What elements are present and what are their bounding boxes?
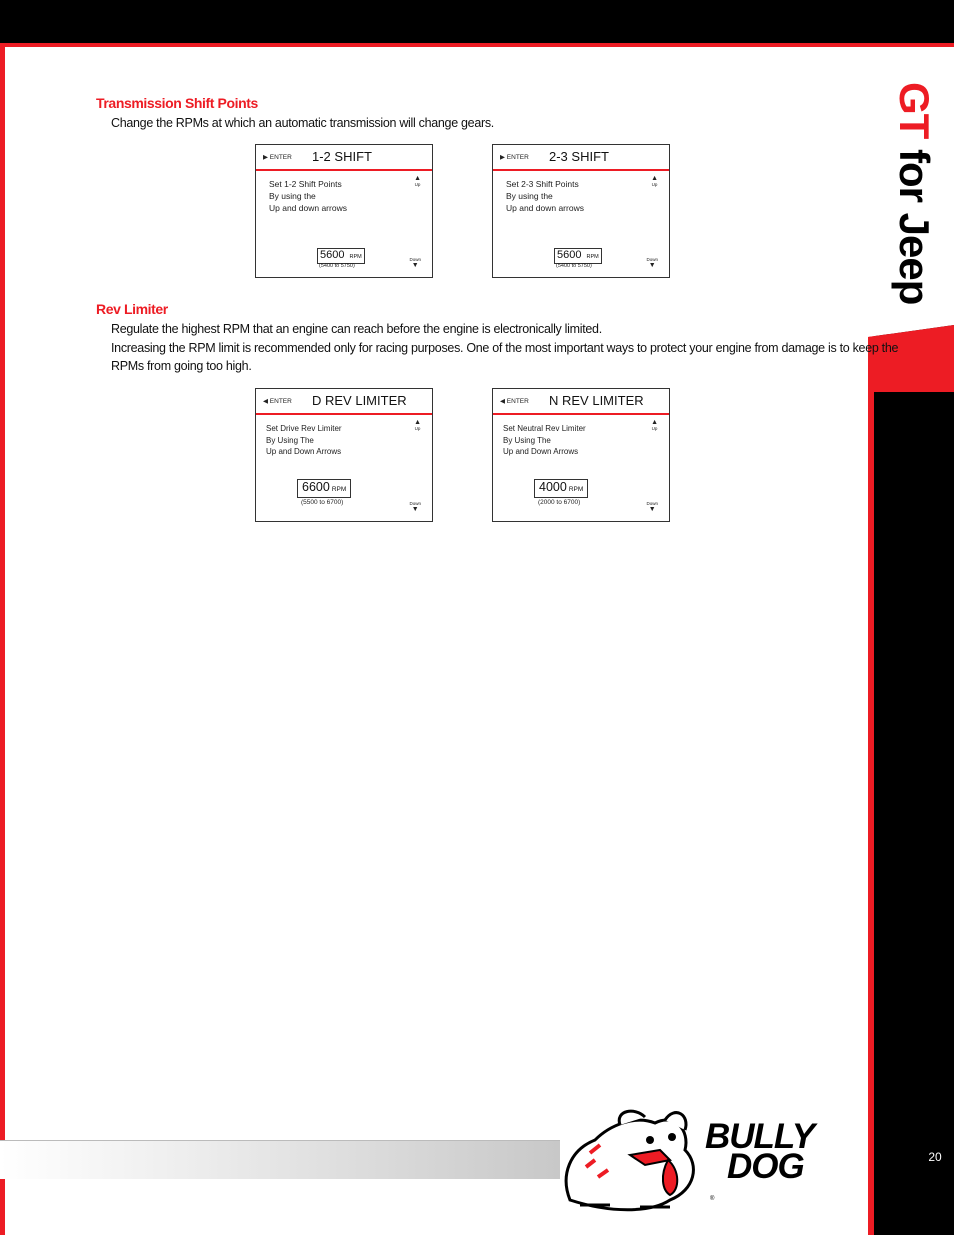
instruction-line: Up and down arrows xyxy=(506,203,584,213)
instruction-line: By using the xyxy=(506,191,553,201)
page-number: 20 xyxy=(928,1150,942,1164)
up-arrow-icon: ▲ Up xyxy=(651,419,658,431)
screen-instructions xyxy=(506,178,584,214)
instruction-line: Up and Down Arrows xyxy=(266,447,342,456)
screen-instructions xyxy=(269,178,347,214)
up-label: Up xyxy=(414,426,421,431)
rpm-unit: RPM xyxy=(568,486,584,493)
down-label: Down xyxy=(409,501,421,506)
rpm-range: (5500 to 6700) xyxy=(301,499,344,506)
instruction-line: By using the xyxy=(269,191,316,201)
instruction-line: Set 2-3 Shift Points xyxy=(506,179,579,189)
display-screen-2-3-shift xyxy=(492,144,670,278)
up-label: Up xyxy=(414,182,421,187)
screen-header xyxy=(493,389,669,415)
enter-indicator: ▶ ENTER xyxy=(500,154,529,161)
content-area xyxy=(5,47,868,1235)
up-label: Up xyxy=(651,182,658,187)
rpm-range: (5400 to 5750) xyxy=(319,263,355,269)
screen-instructions xyxy=(266,423,342,458)
display-screen-n-rev-limiter xyxy=(492,388,670,522)
logo-line-1: BULLY xyxy=(705,1117,815,1156)
title-rest: for Jeep xyxy=(891,138,938,305)
display-screen-d-rev-limiter xyxy=(255,388,433,522)
instruction-line: By Using The xyxy=(266,435,314,445)
display-screen-1-2-shift xyxy=(255,144,433,278)
rpm-value-box xyxy=(534,479,588,498)
registered-mark: ® xyxy=(710,1196,715,1202)
rpm-unit: RPM xyxy=(349,254,362,260)
section-heading-transmission: Transmission Shift Points xyxy=(96,95,258,111)
screen-title: 1-2 SHIFT xyxy=(312,149,372,164)
up-arrow-icon: ▲ Up xyxy=(414,175,421,187)
logo-line-2: DOG xyxy=(727,1147,804,1186)
screen-title: D REV LIMITER xyxy=(312,393,407,408)
screen-header xyxy=(256,389,432,415)
screen-title: 2-3 SHIFT xyxy=(549,149,609,164)
rpm-unit: RPM xyxy=(331,486,347,493)
rpm-unit: RPM xyxy=(586,254,599,260)
down-arrow-icon: Down ▼ xyxy=(646,501,658,513)
screen-header xyxy=(256,145,432,171)
down-label: Down xyxy=(646,257,658,262)
side-title xyxy=(868,47,954,337)
rpm-range: (2000 to 6700) xyxy=(538,499,581,506)
rpm-value: 5600 xyxy=(557,249,582,261)
enter-indicator: ◀ ENTER xyxy=(500,398,529,405)
rpm-value-box xyxy=(317,248,365,264)
screen-title: N REV LIMITER xyxy=(549,393,644,408)
rpm-range: (5400 to 5750) xyxy=(556,263,592,269)
instruction-line: Set 1-2 Shift Points xyxy=(269,179,342,189)
enter-indicator: ▶ ENTER xyxy=(263,154,292,161)
footer-gradient-band xyxy=(0,1140,560,1179)
brand-logo xyxy=(705,1117,815,1186)
instruction-line: Up and Down Arrows xyxy=(503,447,579,456)
up-arrow-icon: ▲ Up xyxy=(414,419,421,431)
title-accent: GT xyxy=(891,82,938,139)
down-label: Down xyxy=(409,257,421,262)
down-label: Down xyxy=(646,501,658,506)
instruction-line: By Using The xyxy=(503,435,551,445)
rpm-value-box xyxy=(297,479,351,498)
up-label: Up xyxy=(651,426,658,431)
top-black-band xyxy=(0,0,954,43)
screen-instructions xyxy=(503,423,586,458)
section-text-rev-limiter-1: Regulate the highest RPM that an engine can reach before the engine is electronically limited. xyxy=(111,322,602,336)
rpm-value: 6600 xyxy=(302,480,330,494)
down-arrow-icon: Down ▼ xyxy=(646,257,658,269)
rpm-value: 5600 xyxy=(320,249,345,261)
instruction-line: Set Neutral Rev Limiter xyxy=(503,424,586,433)
section-text-rev-limiter-3: RPMs from going too high. xyxy=(111,359,252,373)
section-text-rev-limiter-2: Increasing the RPM limit is recommended only for racing purposes. One of the most important ways to protect your engine from damage is to keep the xyxy=(111,341,899,355)
rpm-value: 4000 xyxy=(539,480,567,494)
enter-indicator: ◀ ENTER xyxy=(263,398,292,405)
screen-header xyxy=(493,145,669,171)
section-text-transmission: Change the RPMs at which an automatic transmission will change gears. xyxy=(111,116,494,130)
instruction-line: Up and down arrows xyxy=(269,203,347,213)
down-arrow-icon: Down ▼ xyxy=(409,257,421,269)
rpm-value-box xyxy=(554,248,602,264)
section-heading-rev-limiter: Rev Limiter xyxy=(96,301,168,317)
down-arrow-icon: Down ▼ xyxy=(409,501,421,513)
up-arrow-icon: ▲ Up xyxy=(651,175,658,187)
instruction-line: Set Drive Rev Limiter xyxy=(266,424,342,433)
